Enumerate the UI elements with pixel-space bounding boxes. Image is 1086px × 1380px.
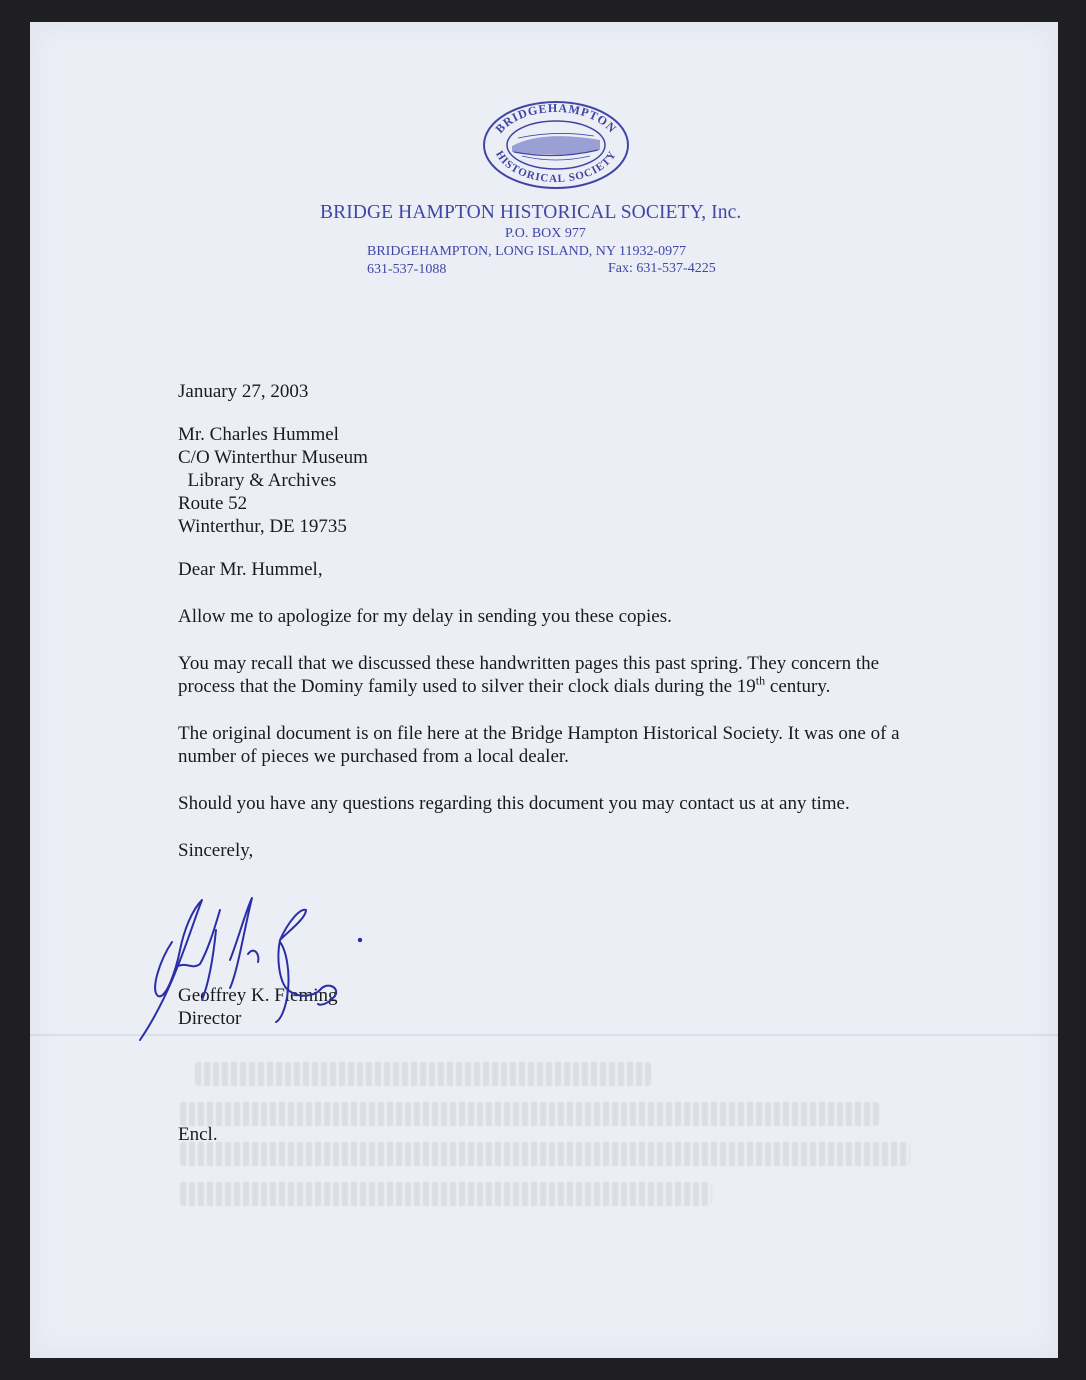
ordinal-suffix: th	[755, 673, 766, 688]
paragraph-original-document: The original document is on file here at the Bridge Hampton Historical Society. It was one of a number of pieces we purchased from a local dealer.	[178, 723, 900, 767]
letter-page	[30, 22, 1058, 1358]
paragraph-recall-text: You may recall that we discussed these handwritten pages this past spring. They concern the process that the Dominy family used to silver their clock dials during the 19	[178, 653, 880, 697]
show-through-text	[180, 1062, 940, 1222]
salutation: Dear Mr. Hummel,	[178, 559, 323, 580]
city-line: BRIDGEHAMPTON, LONG ISLAND, NY 11932-0977	[367, 244, 687, 259]
recipient-line: Route 52	[178, 493, 248, 514]
paragraph-recall-end: century.	[765, 676, 831, 697]
fax-number: Fax: 631-537-4225	[608, 261, 716, 276]
phone-number: 631-537-1088	[367, 262, 447, 277]
paragraph-recall	[178, 652, 918, 698]
svg-text:HISTORICAL SOCIETY: HISTORICAL SOCIETY	[493, 148, 619, 186]
recipient-line: Winterthur, DE 19735	[178, 516, 347, 537]
letter-body	[178, 380, 918, 1145]
svg-text:BRIDGEHAMPTON: BRIDGEHAMPTON	[492, 100, 620, 136]
signer-title: Director	[178, 1008, 242, 1029]
recipient-line: Mr. Charles Hummel	[178, 424, 339, 445]
paragraph-questions: Should you have any questions regarding this document you may contact us at any time.	[178, 793, 850, 814]
letter-date: January 27, 2003	[178, 381, 309, 402]
recipient-address	[178, 423, 918, 538]
handwritten-signature	[130, 870, 430, 1050]
closing: Sincerely,	[178, 840, 254, 861]
organization-name: BRIDGE HAMPTON HISTORICAL SOCIETY, Inc.	[320, 202, 742, 223]
po-box: P.O. BOX 977	[505, 226, 586, 241]
enclosure-note: Encl.	[178, 1124, 218, 1145]
society-seal-logo	[482, 100, 630, 190]
paragraph-apology: Allow me to apologize for my delay in sending you these copies.	[178, 606, 672, 627]
recipient-line: Library & Archives	[178, 470, 337, 491]
recipient-line: C/O Winterthur Museum	[178, 447, 368, 468]
signer-name: Geoffrey K. Fleming	[178, 985, 338, 1006]
